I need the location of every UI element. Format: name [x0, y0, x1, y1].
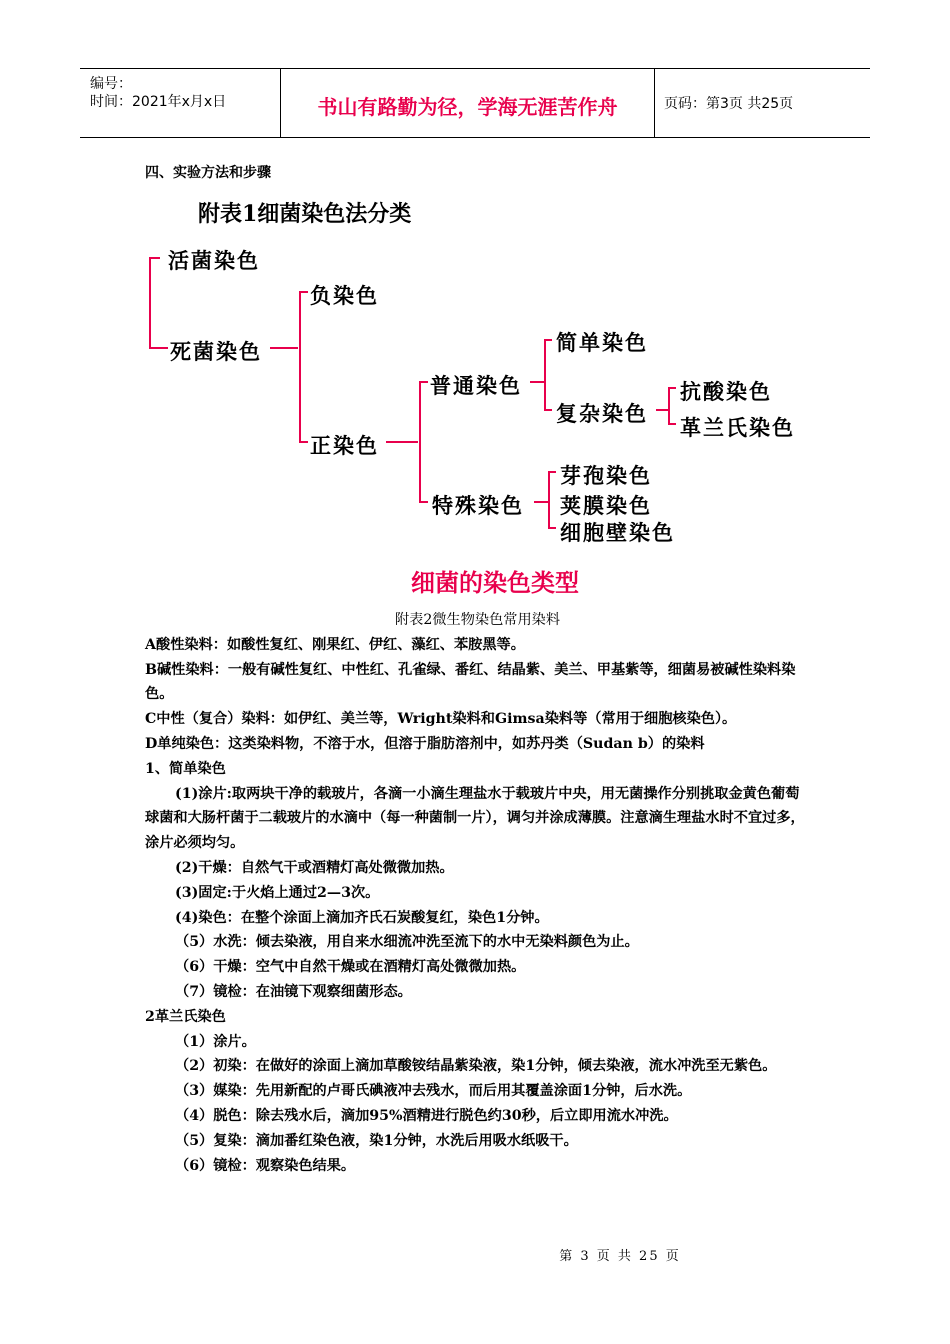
- page-footer: 第 3 页 共 25 页: [559, 1249, 681, 1264]
- gram-step-4: （4）脱色：除去残水后，滴加95%酒精进行脱色约30秒，后立即用流水冲洗。: [175, 1107, 678, 1124]
- node-ordinary-staining: 普通染色: [430, 374, 522, 398]
- node-spore-staining: 芽孢染色: [560, 464, 652, 488]
- node-live-staining: 活菌染色: [168, 249, 260, 273]
- diagram-title: 附表1细菌染色法分类: [198, 201, 412, 227]
- branch-positive-children: [420, 382, 428, 502]
- node-special-staining: 特殊染色: [432, 494, 524, 518]
- body-text: [145, 608, 810, 1178]
- gram-step-6: （6）镜检：观察染色结果。: [175, 1157, 356, 1174]
- node-positive-staining: 正染色: [310, 434, 379, 458]
- node-negative-staining: 负染色: [310, 284, 379, 308]
- node-acid-fast-staining: 抗酸染色: [680, 380, 772, 404]
- motto: 书山有路勤为径，学海无涯苦作舟: [317, 95, 618, 119]
- dye-simple: D单纯染色：这类染料物，不溶于水，但溶于脂肪溶剂中，如苏丹类（Sudan b）的染料: [145, 735, 705, 752]
- simple-step-4: (4)染色：在整个涂面上滴加齐氏石炭酸复红，染色1分钟。: [175, 909, 549, 926]
- page-label: 页码：第3页 共25页: [664, 96, 794, 112]
- gram-step-3: （3）媒染：先用新配的卢哥氏碘液冲去残水，而后用其覆盖涂面1分钟，后水洗。: [175, 1083, 692, 1100]
- gram-step-2: （2）初染：在做好的涂面上滴加草酸铵结晶紫染液，染1分钟，倾去染液，流水冲洗至无紫色。: [175, 1058, 777, 1075]
- simple-staining-heading: 1、简单染色: [145, 760, 226, 777]
- node-dead-staining: 死菌染色: [170, 340, 262, 364]
- simple-step-6: （6）干燥：空气中自然干燥或在酒精灯高处微微加热。: [175, 959, 526, 976]
- branch-dead-children: [300, 292, 308, 442]
- classification-tree-lines: [0, 0, 950, 560]
- gram-step-5: （5）复染：滴加番红染色液，染1分钟，水洗后用吸水纸吸干。: [175, 1132, 578, 1149]
- simple-step-7: （7）镜检：在油镜下观察细菌形态。: [175, 983, 412, 1000]
- branch-special-children: [549, 472, 556, 528]
- gram-staining-heading: 2革兰氏染色: [145, 1008, 226, 1025]
- dye-basic: B碱性染料：一般有碱性复红、中性红、孔雀绿、番红、结晶紫、美兰、甲基紫等，细菌易被碱性染料染色。: [145, 661, 796, 703]
- branch-ordinary-children: [545, 340, 552, 410]
- section-heading: 四、实验方法和步骤: [145, 165, 271, 181]
- number-label: 编号：: [90, 76, 132, 92]
- diagram-caption: 细菌的染色类型: [411, 569, 579, 597]
- table2-caption: 附表2微生物染色常用染料: [394, 612, 561, 628]
- dye-neutral: C中性（复合）染料：如伊红、美兰等，Wright染料和Gimsa染料等（常用于细胞核染色）。: [145, 711, 737, 728]
- node-gram-staining: 革兰氏染色: [680, 416, 795, 440]
- gram-step-1: （1）涂片。: [175, 1033, 256, 1050]
- dye-acid: A酸性染料：如酸性复红、刚果红、伊红、藻红、苯胺黑等。: [145, 636, 525, 653]
- node-simple-staining: 简单染色: [556, 331, 648, 355]
- node-capsule-staining: 荚膜染色: [560, 494, 652, 518]
- branch-root: [150, 258, 168, 348]
- simple-step-1: (1)涂片:取两块干净的载玻片，各滴一小滴生理盐水于载玻片中央，用无菌操作分别挑取金黄色葡萄球菌和大肠杆菌于二载玻片的水滴中（每一种菌制一片），调匀并涂成薄膜。注意滴生理盐水时不宜过多，涂片必须均匀。: [145, 785, 805, 852]
- node-cell-wall-staining: 细胞壁染色: [560, 521, 675, 545]
- branch-complex-children: [669, 388, 676, 424]
- node-complex-staining: 复杂染色: [556, 402, 648, 426]
- date-label: 时间：2021年x月x日: [90, 94, 227, 110]
- simple-step-5: （5）水洗：倾去染液，用自来水细流冲洗至流下的水中无染料颜色为止。: [175, 934, 639, 951]
- simple-step-3: (3)固定:于火焰上通过2—3次。: [175, 884, 380, 901]
- simple-step-2: (2)干燥：自然气干或酒精灯高处微微加热。: [175, 859, 454, 876]
